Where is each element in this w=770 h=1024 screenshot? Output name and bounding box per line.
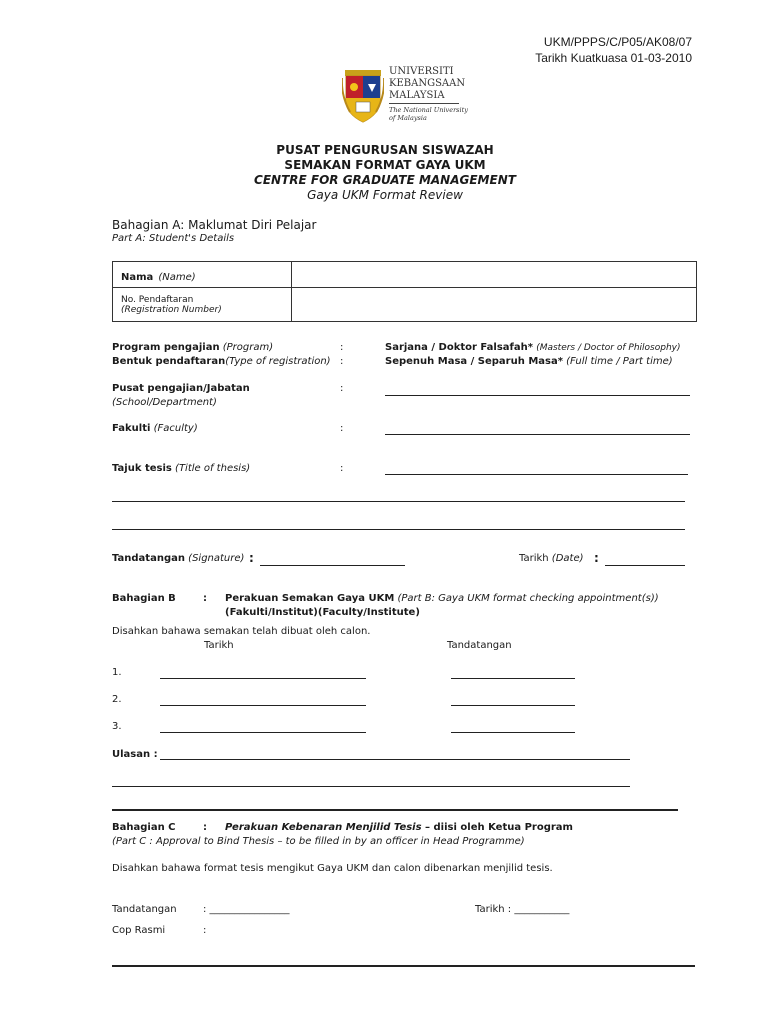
- footer-line: [112, 965, 695, 967]
- part-b-row-2-date-field[interactable]: [160, 705, 366, 706]
- part-b-row-3-signature-field[interactable]: [451, 732, 575, 733]
- part-c-confirm-text: Disahkan bahawa format tesis mengikut Gaya UKM dan calon dibenarkan menjilid tesis.: [112, 863, 553, 874]
- reg-type-label: Bentuk pendaftaran: [112, 356, 226, 367]
- registration-field[interactable]: [292, 288, 697, 322]
- section-divider: [112, 809, 678, 811]
- remarks-field-line-1[interactable]: [160, 759, 630, 760]
- date-label: Tarikh: [519, 553, 549, 564]
- logo-divider: [389, 103, 459, 104]
- thesis-label-row: [112, 463, 250, 474]
- part-b-row-2-number: 2.: [112, 694, 122, 705]
- signature-label-en: (Signature): [188, 553, 245, 564]
- university-logo: [342, 66, 467, 128]
- program-label: Program pengajian: [112, 342, 220, 353]
- title-line-4: Gaya UKM Format Review: [307, 188, 463, 202]
- part-b-title: Perakuan Semakan Gaya UKM: [225, 593, 395, 604]
- faculty-colon: :: [340, 423, 344, 434]
- registration-label-en: (Registration Number): [121, 304, 222, 315]
- reg-type-label-row: [112, 356, 331, 367]
- reg-type-label-en: (Type of registration): [225, 356, 331, 367]
- part-c-title-row: [225, 822, 573, 833]
- remarks-field-line-2[interactable]: [112, 786, 630, 787]
- logo-line-3: MALAYSIA: [389, 90, 445, 101]
- part-c-signature-field[interactable]: : ________________: [203, 904, 290, 915]
- reg-type-value-en: (Full time / Part time): [566, 356, 673, 367]
- crest-icon: [342, 66, 384, 126]
- part-b-row-1-date-field[interactable]: [160, 678, 366, 679]
- title-line-1: PUSAT PENGURUSAN SISWAZAH: [276, 143, 494, 157]
- part-a-heading: Bahagian A: Maklumat Diri Pelajar: [112, 218, 317, 232]
- program-label-row: [112, 342, 273, 353]
- part-b-confirm-text: Disahkan bahawa semakan telah dibuat oleh calon.: [112, 626, 371, 637]
- date-field[interactable]: [605, 565, 685, 566]
- thesis-field-line-1[interactable]: [385, 474, 688, 475]
- school-field[interactable]: [385, 395, 690, 396]
- title-line-3: CENTRE FOR GRADUATE MANAGEMENT: [254, 173, 516, 187]
- document-code: UKM/PPPS/C/P05/AK08/07: [543, 35, 692, 49]
- part-b-row-1-number: 1.: [112, 667, 122, 678]
- reg-type-value-row: [385, 356, 673, 367]
- part-b-title-en: (Part B: Gaya UKM format checking appointment(s)): [397, 593, 659, 604]
- school-label: Pusat pengajian/Jabatan: [112, 383, 250, 394]
- program-label-en: (Program): [222, 342, 274, 353]
- faculty-field[interactable]: [385, 434, 690, 435]
- name-label: Nama: [121, 272, 154, 283]
- part-c-date-field[interactable]: Tarikh : ___________: [475, 904, 570, 915]
- part-c-signature-label: Tandatangan: [112, 904, 177, 915]
- thesis-field-line-3[interactable]: [112, 529, 685, 530]
- remarks-label: Ulasan :: [112, 749, 158, 760]
- thesis-label: Tajuk tesis: [112, 463, 172, 474]
- part-c-label: Bahagian C: [112, 822, 176, 833]
- signature-label-row: [112, 553, 244, 564]
- student-details-table: [112, 261, 697, 322]
- name-label-cell: [113, 262, 292, 288]
- part-b-col-signature: Tandatangan: [447, 640, 512, 651]
- part-b-row-3-date-field[interactable]: [160, 732, 366, 733]
- part-c-title-suffix: – diisi oleh Ketua Program: [425, 822, 573, 833]
- logo-line-1: UNIVERSITI: [389, 66, 454, 77]
- part-b-colon: :: [203, 593, 207, 604]
- registration-label-cell: [113, 288, 292, 322]
- registration-label: No. Pendaftaran: [121, 294, 194, 305]
- part-c-colon: :: [203, 822, 207, 833]
- school-colon: :: [340, 383, 344, 394]
- part-b-row-2-signature-field[interactable]: [451, 705, 575, 706]
- program-value-en: (Masters / Doctor of Philosophy): [536, 343, 681, 353]
- part-b-title-line-2: (Fakulti/Institut)(Faculty/Institute): [225, 607, 420, 618]
- signature-field[interactable]: [260, 565, 405, 566]
- date-label-en: (Date): [551, 553, 584, 564]
- part-c-stamp-colon: :: [203, 925, 207, 936]
- program-value: Sarjana / Doktor Falsafah*: [385, 342, 533, 353]
- program-value-row: [385, 342, 680, 353]
- part-c-stamp-label: Cop Rasmi: [112, 925, 166, 936]
- faculty-label: Fakulti: [112, 423, 151, 434]
- logo-tagline-1: The National University: [389, 106, 468, 114]
- thesis-colon: :: [340, 463, 344, 474]
- effective-date: Tarikh Kuatkuasa 01-03-2010: [535, 51, 692, 65]
- date-label-row: [519, 553, 584, 564]
- part-b-row-1-signature-field[interactable]: [451, 678, 575, 679]
- date-colon: :: [594, 551, 599, 565]
- part-c-title: Perakuan Kebenaran Menjilid Tesis: [225, 822, 422, 833]
- logo-tagline-2: of Malaysia: [389, 114, 427, 122]
- part-c-title-en: (Part C : Approval to Bind Thesis – to be filled in by an officer in Head Programme): [112, 836, 525, 847]
- signature-colon: :: [249, 551, 254, 565]
- name-label-en: (Name): [158, 272, 196, 283]
- part-a-subheading: Part A: Student's Details: [112, 233, 235, 244]
- school-label-en: (School/Department): [112, 397, 217, 408]
- logo-line-2: KEBANGSAAN: [389, 78, 466, 89]
- faculty-label-en: (Faculty): [153, 423, 198, 434]
- thesis-field-line-2[interactable]: [112, 501, 685, 502]
- part-b-title-row: [225, 593, 659, 604]
- part-b-row-3-number: 3.: [112, 721, 122, 732]
- thesis-label-en: (Title of thesis): [175, 463, 251, 474]
- reg-type-colon: :: [340, 356, 344, 367]
- reg-type-value: Sepenuh Masa / Separuh Masa*: [385, 356, 563, 367]
- part-b-label: Bahagian B: [112, 593, 176, 604]
- signature-label: Tandatangan: [112, 553, 185, 564]
- program-colon: :: [340, 342, 344, 353]
- title-line-2: SEMAKAN FORMAT GAYA UKM: [284, 158, 486, 172]
- faculty-label-row: [112, 423, 198, 434]
- name-field[interactable]: [292, 262, 697, 288]
- part-b-col-date: Tarikh: [204, 640, 234, 651]
